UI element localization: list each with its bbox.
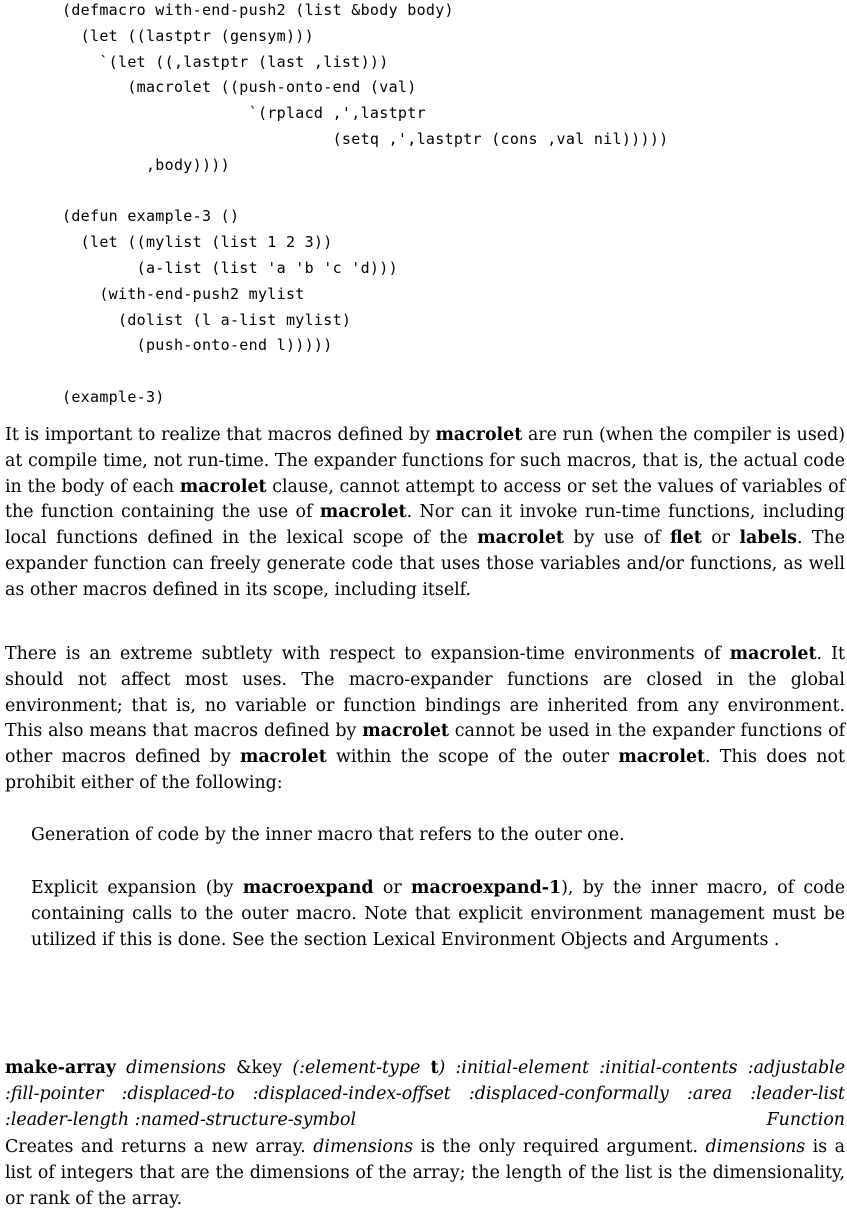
code-line xyxy=(62,359,669,385)
keyword: macrolet xyxy=(477,528,564,549)
code-line xyxy=(62,179,669,205)
keyword: macrolet xyxy=(319,502,407,523)
code-line: (macrolet ((push-onto-end (val) xyxy=(62,78,417,97)
function-signature: make-array dimensions &key (:element-type t) :initial-element :initial-contents :adjustable :fill-pointer :displaced-to :displaced-index-offset :displaced-conformally :area :leader-list :leader-length :named-structure-symbol Function xyxy=(5,1056,845,1133)
code-line: `(let ((,lastptr (last ,list))) xyxy=(62,52,389,71)
keyword: macroexpand-1 xyxy=(411,878,562,898)
code-line: (setq ,',lastptr (cons ,val nil))))) xyxy=(62,129,669,148)
code-line: (dolist (l a-list mylist) xyxy=(62,310,352,329)
code-line: (let ((mylist (list 1 2 3)) xyxy=(62,233,333,252)
code-line: (defun example-3 () xyxy=(62,207,240,226)
code-line: ,body)))) xyxy=(62,155,230,174)
keyword: labels xyxy=(739,528,797,549)
keyword: macrolet xyxy=(435,425,523,445)
keyword: macroexpand xyxy=(242,878,374,898)
list-item: Explicit expansion (by macroexpand or macroexpand-1), by the inner macro, of code containing calls to the outer macro. Note that explicit environment management must be utilized if this is done. See the section Lexical Environment Objects and Arguments . xyxy=(31,878,846,950)
code-line: (example-3) xyxy=(62,387,165,406)
keyword: macrolet xyxy=(362,721,449,742)
keyword: flet xyxy=(670,528,702,549)
keyword: macrolet xyxy=(618,747,706,768)
code-line: (push-onto-end l))))) xyxy=(62,336,333,355)
code-line: (defmacro with-end-push2 (list &body body) xyxy=(62,1,454,19)
keyword: macrolet xyxy=(240,747,327,768)
code-line: (with-end-push2 mylist xyxy=(62,284,305,303)
paragraph-make-array-description: Creates and returns a new array. dimensions is the only required argument. dimensions is a list of integers that are the dimensions of the array; the length of the list is the dimensionality, or rank of the array. xyxy=(5,1137,845,1209)
code-line: (let ((lastptr (gensym))) xyxy=(62,26,314,45)
paragraph-expansion-environments: There is an extreme subtlety with respect to expansion-time environments of macrolet. It should not affect most uses. The macro-expander functions are closed in the global environment; that is, no variable or function bindings are inherited from any environment. This also means that macros defined by macrolet cannot be used in the expander functions of other macros defined by macrolet within the scope of the outer macrolet. This does not prohibit either of the following: xyxy=(5,644,846,793)
code-example xyxy=(62,0,669,411)
list-item: Generation of code by the inner macro that refers to the outer one. xyxy=(31,825,625,845)
keyword: macrolet xyxy=(729,644,817,664)
function-type-label: Function xyxy=(766,1109,845,1130)
function-name: make-array xyxy=(5,1058,116,1078)
code-line: (a-list (list 'a 'b 'c 'd))) xyxy=(62,258,398,277)
code-line: `(rplacd ,',lastptr xyxy=(62,104,426,123)
paragraph-macrolet-compile-time: It is important to realize that macros defined by macrolet are run (when the compiler is used) at compile time, not run-time. The expander functions for such macros, that is, the actual code in the body of each macrolet clause, cannot attempt to access or set the values of variables of the function containing the use of macrolet. Nor can it invoke run-time functions, including local functions defined in the lexical scope of the macrolet by use of flet or labels. The expander function can freely generate code that uses those variables and/or functions, as well as other macros defined in its scope, including itself. xyxy=(5,425,846,600)
keyword: macrolet xyxy=(179,476,267,497)
